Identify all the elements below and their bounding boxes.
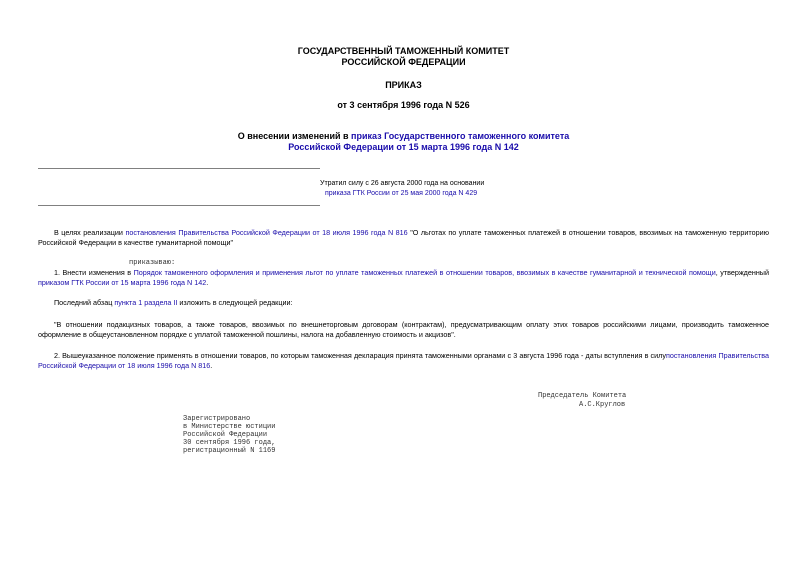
org-name-line2: РОССИЙСКОЙ ФЕДЕРАЦИИ [341,57,466,67]
org-name-line1: ГОСУДАРСТВЕННЫЙ ТАМОЖЕННЫЙ КОМИТЕТ [297,46,510,56]
registration-line4: 30 сентября 1996 года, [183,439,276,447]
registration-line3: Российской Федерации [183,431,268,439]
p1-link[interactable]: постановления Правительства Российской Федерации от 18 июля 1996 года N 816 [125,228,408,237]
p5-prefix: 2. Вышеуказанное положение применять в отношении товаров, по которым таможенная декларация принята таможенными органами с 3 августа 1996 года - даты вступления в силу [54,351,666,360]
paragraph-5 [38,351,769,371]
p5-suffix: . [210,361,213,370]
paragraph-3 [38,298,769,308]
p2-mid: , утвержденный [715,268,769,277]
registration-line1: Зарегистрировано [183,415,251,423]
p1-prefix: В целях реализации [54,228,126,237]
document-type: ПРИКАЗ [385,80,422,90]
title-prefix: О внесении изменений в [237,131,352,141]
registration-line5: регистрационный N 1169 [183,447,276,455]
signature-name: А.С.Круглов [579,401,626,409]
p3-suffix: изложить в следующей редакции: [177,298,293,307]
divider-top [38,168,320,169]
divider-bottom [38,205,320,206]
paragraph-2 [38,268,769,288]
status-link[interactable]: приказа ГТК России от 25 мая 2000 года N 429 [325,190,478,197]
p1-suffix: "О льготах по уплате таможенных платежей в отношении товаров, ввозимых на таможенную территорию Российской Федерации в качестве гуманитарной помощи" [38,228,770,247]
title-link-part1[interactable]: приказ Государственного таможенного комитета [351,131,570,141]
status-line1: Утратил силу с 26 августа 2000 года на основании [320,180,485,187]
p5-link[interactable]: постановления Правительства Российской Федерации от 18 июля 1996 года N 816 [38,351,769,370]
order-word: приказываю: [129,259,176,267]
document-title-line2 [0,142,807,152]
registration-line2: в Министерстве юстиции [183,423,276,431]
paragraph-4: "В отношении подакцизных товаров, а также товаров, ввозимых по внешнеторговым договорам (контрактам), предусматривающим оплату этих товаров российскими лицами, производить таможенное оформление в общеустановленном порядке с уплатой таможенной пошлины, налога на добавленную стоимость и акцизов". [38,320,769,339]
title-link-part2[interactable]: Российской Федерации от 15 марта 1996 года N 142 [288,142,519,152]
paragraph-1 [38,228,769,248]
p2-suffix: . [206,278,209,287]
p3-prefix: Последний абзац [54,298,115,307]
p3-link[interactable]: пункта 1 раздела II [114,298,178,307]
signature-position: Председатель Комитета [538,392,627,400]
document-title-line1 [0,131,807,141]
p2-link-decree[interactable]: приказом ГТК России от 15 марта 1996 года N 142 [38,278,207,287]
p2-link-order[interactable]: Порядок таможенного оформления и применения льгот по уплате таможенных платежей в отношении товаров, ввозимых в качестве гуманитарной и технической помощи [133,268,716,277]
document-date: от 3 сентября 1996 года N 526 [337,100,470,110]
p2-prefix: 1. Внести изменения в [54,268,134,277]
